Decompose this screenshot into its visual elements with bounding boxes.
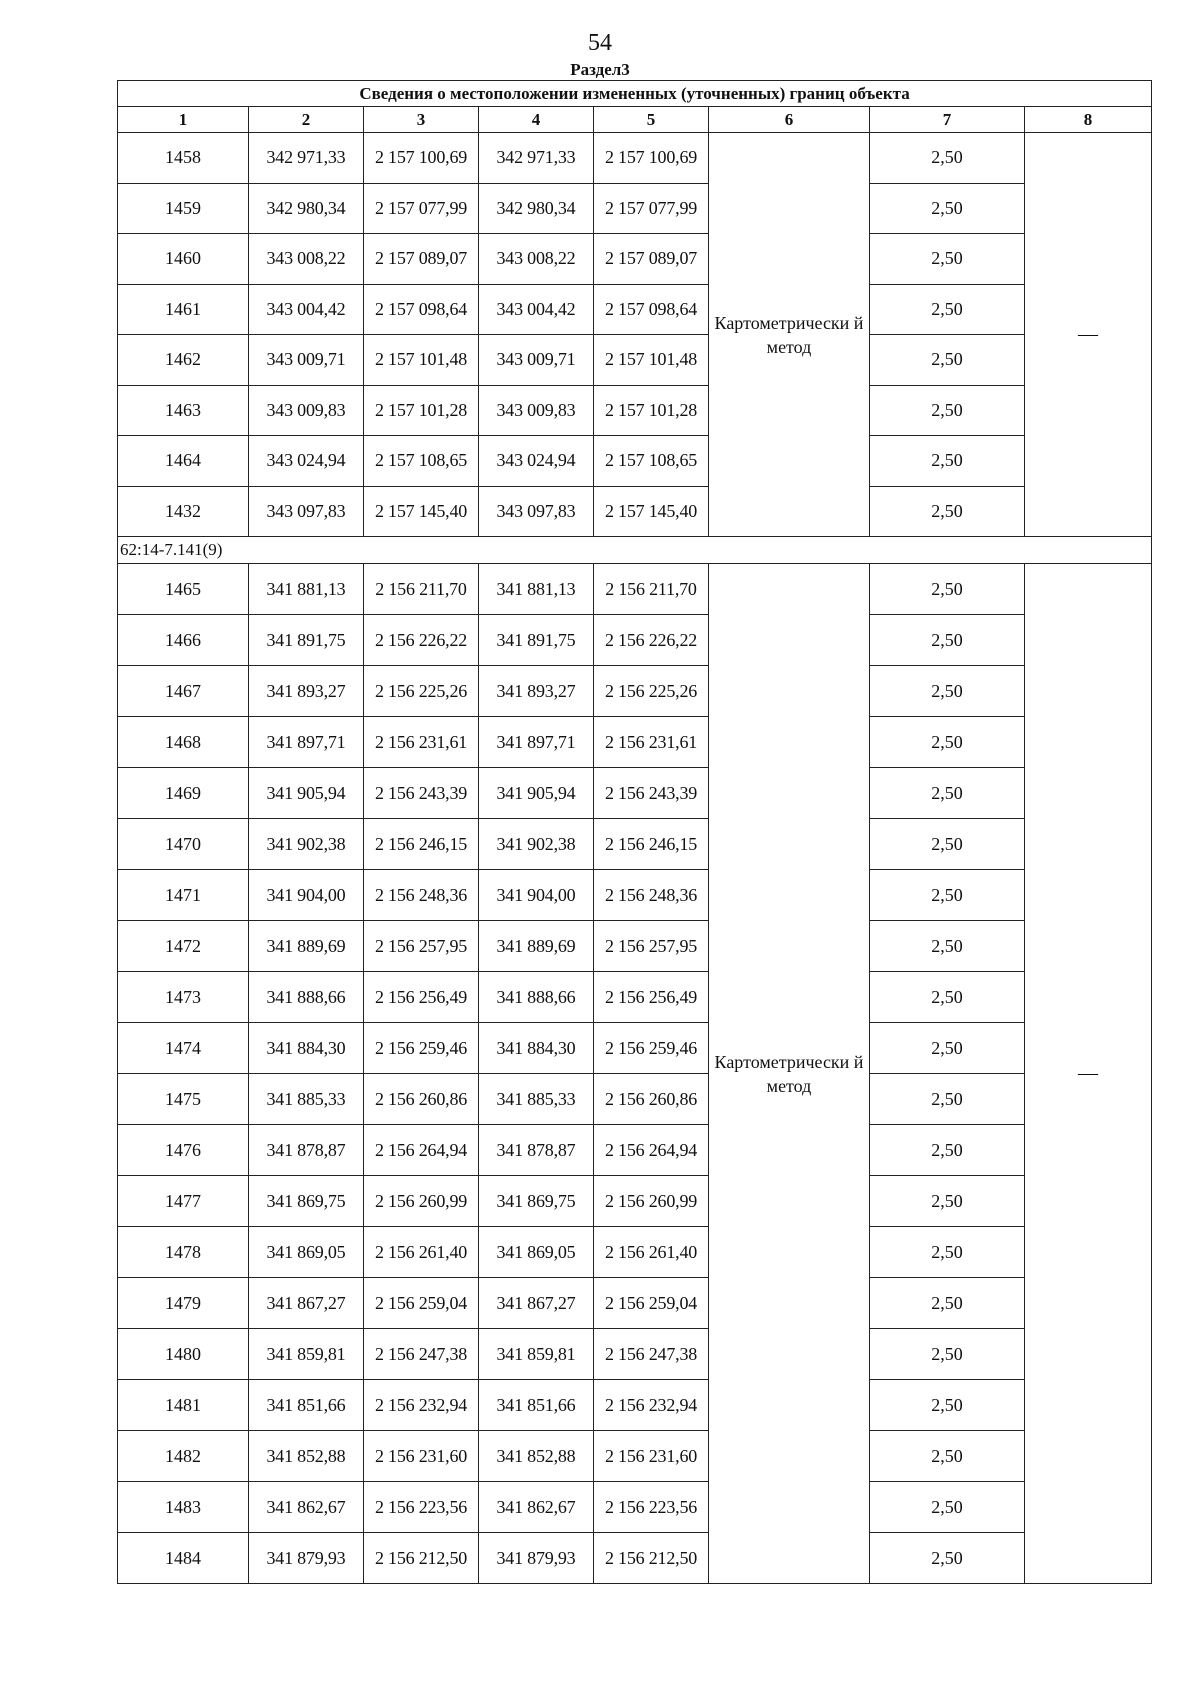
point-number: 1461 [118, 284, 249, 335]
y-coordinate: 2 156 247,38 [364, 1329, 479, 1380]
y-coordinate: 2 156 225,26 [364, 666, 479, 717]
y-coordinate: 2 156 223,56 [594, 1482, 709, 1533]
point-number: 1479 [118, 1278, 249, 1329]
y-coordinate: 2 156 257,95 [594, 921, 709, 972]
x-coordinate: 342 971,33 [479, 133, 594, 184]
table-row [118, 717, 1152, 768]
y-coordinate: 2 157 077,99 [364, 183, 479, 234]
x-coordinate: 341 897,71 [479, 717, 594, 768]
x-coordinate: 341 905,94 [249, 768, 364, 819]
y-coordinate: 2 156 259,46 [594, 1023, 709, 1074]
point-number: 1470 [118, 819, 249, 870]
y-coordinate: 2 156 231,60 [594, 1431, 709, 1482]
x-coordinate: 341 904,00 [479, 870, 594, 921]
x-coordinate: 343 008,22 [249, 234, 364, 285]
x-coordinate: 343 024,94 [479, 436, 594, 487]
accuracy-value: 2,50 [870, 615, 1025, 666]
y-coordinate: 2 156 260,99 [594, 1176, 709, 1227]
y-coordinate: 2 157 145,40 [594, 486, 709, 537]
y-coordinate: 2 156 243,39 [364, 768, 479, 819]
y-coordinate: 2 157 098,64 [594, 284, 709, 335]
accuracy-value: 2,50 [870, 972, 1025, 1023]
y-coordinate: 2 156 264,94 [594, 1125, 709, 1176]
x-coordinate: 343 009,83 [479, 385, 594, 436]
y-coordinate: 2 156 226,22 [364, 615, 479, 666]
y-coordinate: 2 157 101,28 [594, 385, 709, 436]
table-row [118, 385, 1152, 436]
point-number: 1480 [118, 1329, 249, 1380]
point-number: 1475 [118, 1074, 249, 1125]
y-coordinate: 2 156 247,38 [594, 1329, 709, 1380]
x-coordinate: 341 891,75 [249, 615, 364, 666]
x-coordinate: 343 009,71 [249, 335, 364, 386]
x-coordinate: 341 889,69 [249, 921, 364, 972]
y-coordinate: 2 156 248,36 [594, 870, 709, 921]
y-coordinate: 2 157 100,69 [594, 133, 709, 184]
x-coordinate: 342 971,33 [249, 133, 364, 184]
x-coordinate: 341 884,30 [479, 1023, 594, 1074]
page-number: 54 [588, 30, 612, 56]
accuracy-value: 2,50 [870, 1278, 1025, 1329]
method-cell: Картометрически й метод [709, 133, 870, 537]
accuracy-value: 2,50 [870, 1125, 1025, 1176]
y-coordinate: 2 157 089,07 [594, 234, 709, 285]
y-coordinate: 2 156 226,22 [594, 615, 709, 666]
x-coordinate: 341 902,38 [249, 819, 364, 870]
table-row [118, 1278, 1152, 1329]
x-coordinate: 341 888,66 [249, 972, 364, 1023]
accuracy-value: 2,50 [870, 921, 1025, 972]
section-title: Раздел3 [570, 60, 630, 79]
x-coordinate: 343 009,71 [479, 335, 594, 386]
point-number: 1476 [118, 1125, 249, 1176]
y-coordinate: 2 156 211,70 [364, 564, 479, 615]
accuracy-value: 2,50 [870, 486, 1025, 537]
x-coordinate: 341 904,00 [249, 870, 364, 921]
y-coordinate: 2 157 145,40 [364, 486, 479, 537]
y-coordinate: 2 156 264,94 [364, 1125, 479, 1176]
y-coordinate: 2 156 246,15 [594, 819, 709, 870]
point-number: 1467 [118, 666, 249, 717]
y-coordinate: 2 156 223,56 [364, 1482, 479, 1533]
table-row [118, 335, 1152, 386]
point-number: 1481 [118, 1380, 249, 1431]
x-coordinate: 341 905,94 [479, 768, 594, 819]
point-number: 1460 [118, 234, 249, 285]
table-row [118, 133, 1152, 184]
column-number: 6 [709, 107, 870, 133]
accuracy-value: 2,50 [870, 870, 1025, 921]
y-coordinate: 2 156 231,61 [594, 717, 709, 768]
accuracy-value: 2,50 [870, 1023, 1025, 1074]
x-coordinate: 341 897,71 [249, 717, 364, 768]
column-8-cell: — [1025, 133, 1152, 537]
column-number: 2 [249, 107, 364, 133]
y-coordinate: 2 156 232,94 [364, 1380, 479, 1431]
y-coordinate: 2 156 261,40 [364, 1227, 479, 1278]
x-coordinate: 341 878,87 [249, 1125, 364, 1176]
accuracy-value: 2,50 [870, 1533, 1025, 1584]
y-coordinate: 2 156 257,95 [364, 921, 479, 972]
point-number: 1473 [118, 972, 249, 1023]
table-row [118, 921, 1152, 972]
table-row [118, 1431, 1152, 1482]
x-coordinate: 342 980,34 [479, 183, 594, 234]
y-coordinate: 2 157 108,65 [594, 436, 709, 487]
accuracy-value: 2,50 [870, 385, 1025, 436]
x-coordinate: 341 879,93 [479, 1533, 594, 1584]
table-row [118, 819, 1152, 870]
x-coordinate: 341 879,93 [249, 1533, 364, 1584]
table-row [118, 870, 1152, 921]
column-number-row [118, 107, 1152, 133]
point-number: 1469 [118, 768, 249, 819]
table-row [118, 615, 1152, 666]
y-coordinate: 2 156 232,94 [594, 1380, 709, 1431]
x-coordinate: 341 859,81 [479, 1329, 594, 1380]
table-row [118, 1176, 1152, 1227]
method-cell: Картометрически й метод [709, 564, 870, 1584]
accuracy-value: 2,50 [870, 234, 1025, 285]
y-coordinate: 2 156 256,49 [594, 972, 709, 1023]
y-coordinate: 2 156 243,39 [594, 768, 709, 819]
point-number: 1471 [118, 870, 249, 921]
y-coordinate: 2 157 077,99 [594, 183, 709, 234]
column-number: 5 [594, 107, 709, 133]
x-coordinate: 341 851,66 [479, 1380, 594, 1431]
point-number: 1483 [118, 1482, 249, 1533]
y-coordinate: 2 156 211,70 [594, 564, 709, 615]
x-coordinate: 341 869,75 [249, 1176, 364, 1227]
point-number: 1458 [118, 133, 249, 184]
table-row [118, 234, 1152, 285]
y-coordinate: 2 156 225,26 [594, 666, 709, 717]
y-coordinate: 2 157 089,07 [364, 234, 479, 285]
table-row [118, 666, 1152, 717]
x-coordinate: 341 859,81 [249, 1329, 364, 1380]
point-number: 1465 [118, 564, 249, 615]
y-coordinate: 2 157 101,28 [364, 385, 479, 436]
column-number: 8 [1025, 107, 1152, 133]
table-row [118, 1533, 1152, 1584]
column-number: 4 [479, 107, 594, 133]
table-row [118, 436, 1152, 487]
x-coordinate: 341 852,88 [479, 1431, 594, 1482]
x-coordinate: 341 889,69 [479, 921, 594, 972]
y-coordinate: 2 156 231,61 [364, 717, 479, 768]
accuracy-value: 2,50 [870, 819, 1025, 870]
x-coordinate: 341 867,27 [479, 1278, 594, 1329]
accuracy-value: 2,50 [870, 1380, 1025, 1431]
point-number: 1474 [118, 1023, 249, 1074]
table-row [118, 1023, 1152, 1074]
x-coordinate: 341 884,30 [249, 1023, 364, 1074]
y-coordinate: 2 156 231,60 [364, 1431, 479, 1482]
x-coordinate: 341 888,66 [479, 972, 594, 1023]
point-number: 1482 [118, 1431, 249, 1482]
point-number: 1472 [118, 921, 249, 972]
y-coordinate: 2 157 101,48 [364, 335, 479, 386]
y-coordinate: 2 156 256,49 [364, 972, 479, 1023]
x-coordinate: 343 004,42 [249, 284, 364, 335]
accuracy-value: 2,50 [870, 1074, 1025, 1125]
x-coordinate: 341 869,75 [479, 1176, 594, 1227]
y-coordinate: 2 156 212,50 [364, 1533, 479, 1584]
x-coordinate: 342 980,34 [249, 183, 364, 234]
x-coordinate: 341 862,67 [249, 1482, 364, 1533]
point-number: 1478 [118, 1227, 249, 1278]
y-coordinate: 2 157 100,69 [364, 133, 479, 184]
table-block [118, 133, 1152, 537]
x-coordinate: 341 869,05 [479, 1227, 594, 1278]
column-8-cell: — [1025, 564, 1152, 1584]
y-coordinate: 2 156 260,86 [364, 1074, 479, 1125]
y-coordinate: 2 156 259,46 [364, 1023, 479, 1074]
x-coordinate: 341 893,27 [249, 666, 364, 717]
accuracy-value: 2,50 [870, 1431, 1025, 1482]
x-coordinate: 341 891,75 [479, 615, 594, 666]
y-coordinate: 2 156 260,99 [364, 1176, 479, 1227]
point-number: 1466 [118, 615, 249, 666]
x-coordinate: 341 867,27 [249, 1278, 364, 1329]
y-coordinate: 2 156 246,15 [364, 819, 479, 870]
table-row [118, 486, 1152, 537]
column-number: 3 [364, 107, 479, 133]
y-coordinate: 2 156 260,86 [594, 1074, 709, 1125]
y-coordinate: 2 157 108,65 [364, 436, 479, 487]
table-block [118, 564, 1152, 1584]
x-coordinate: 343 097,83 [479, 486, 594, 537]
point-number: 1459 [118, 183, 249, 234]
y-coordinate: 2 156 261,40 [594, 1227, 709, 1278]
column-number: 7 [870, 107, 1025, 133]
x-coordinate: 343 097,83 [249, 486, 364, 537]
x-coordinate: 343 008,22 [479, 234, 594, 285]
point-number: 1462 [118, 335, 249, 386]
column-number: 1 [118, 107, 249, 133]
table-row [118, 1125, 1152, 1176]
accuracy-value: 2,50 [870, 436, 1025, 487]
x-coordinate: 341 852,88 [249, 1431, 364, 1482]
accuracy-value: 2,50 [870, 768, 1025, 819]
point-number: 1468 [118, 717, 249, 768]
y-coordinate: 2 156 212,50 [594, 1533, 709, 1584]
accuracy-value: 2,50 [870, 1329, 1025, 1380]
x-coordinate: 343 024,94 [249, 436, 364, 487]
table-row [118, 1074, 1152, 1125]
y-coordinate: 2 156 248,36 [364, 870, 479, 921]
x-coordinate: 341 885,33 [249, 1074, 364, 1125]
x-coordinate: 341 881,13 [249, 564, 364, 615]
table-row [118, 1329, 1152, 1380]
x-coordinate: 341 869,05 [249, 1227, 364, 1278]
point-number: 1484 [118, 1533, 249, 1584]
y-coordinate: 2 156 259,04 [594, 1278, 709, 1329]
x-coordinate: 341 851,66 [249, 1380, 364, 1431]
x-coordinate: 341 878,87 [479, 1125, 594, 1176]
table-row [118, 1227, 1152, 1278]
x-coordinate: 343 009,83 [249, 385, 364, 436]
y-coordinate: 2 156 259,04 [364, 1278, 479, 1329]
accuracy-value: 2,50 [870, 1176, 1025, 1227]
table-caption: Сведения о местоположении измененных (уточненных) границ объекта [118, 81, 1152, 107]
y-coordinate: 2 157 098,64 [364, 284, 479, 335]
table-row [118, 1380, 1152, 1431]
accuracy-value: 2,50 [870, 284, 1025, 335]
accuracy-value: 2,50 [870, 1482, 1025, 1533]
table-row [118, 183, 1152, 234]
table-row [118, 1482, 1152, 1533]
point-number: 1463 [118, 385, 249, 436]
table-row [118, 564, 1152, 615]
x-coordinate: 343 004,42 [479, 284, 594, 335]
accuracy-value: 2,50 [870, 666, 1025, 717]
table-row [118, 972, 1152, 1023]
x-coordinate: 341 902,38 [479, 819, 594, 870]
x-coordinate: 341 893,27 [479, 666, 594, 717]
x-coordinate: 341 862,67 [479, 1482, 594, 1533]
accuracy-value: 2,50 [870, 1227, 1025, 1278]
accuracy-value: 2,50 [870, 133, 1025, 184]
y-coordinate: 2 157 101,48 [594, 335, 709, 386]
point-number: 1477 [118, 1176, 249, 1227]
point-number: 1464 [118, 436, 249, 487]
subheader-row [118, 537, 1152, 564]
accuracy-value: 2,50 [870, 564, 1025, 615]
boundary-table [117, 80, 1152, 1584]
accuracy-value: 2,50 [870, 183, 1025, 234]
accuracy-value: 2,50 [870, 335, 1025, 386]
parcel-number: 62:14-7.141(9) [118, 537, 1152, 564]
point-number: 1432 [118, 486, 249, 537]
table-row [118, 284, 1152, 335]
table-row [118, 768, 1152, 819]
accuracy-value: 2,50 [870, 717, 1025, 768]
x-coordinate: 341 885,33 [479, 1074, 594, 1125]
x-coordinate: 341 881,13 [479, 564, 594, 615]
